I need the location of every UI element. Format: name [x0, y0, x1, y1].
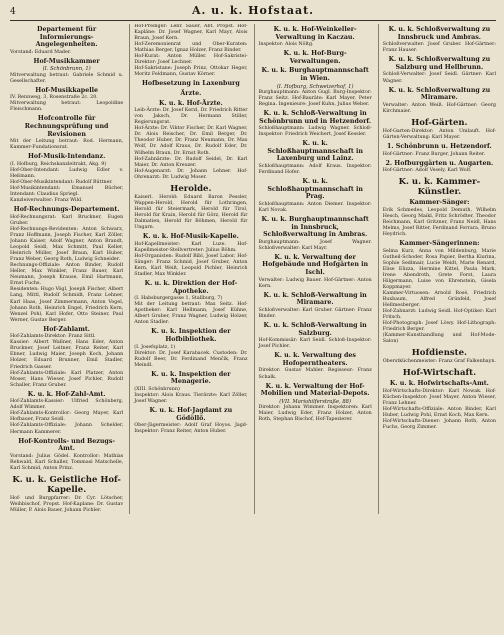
entry-text: Direktor: Johann Wimmer. Inspektoren: Karl Maier, Ludwig Eder, Franz Holzer, Anton Roth, Stephan Bischof, Hof-Tapezierer.	[258, 404, 372, 423]
section-heading: K. u. k. Hof-Burg-Verwaltungen.	[283, 50, 347, 65]
entry-text: IV. Rennweg, 3, Rosenstraße 2c. 20.	[10, 95, 98, 101]
entry-text: Hof-Zahlamts-Offiziale: Karl Platzer, Anton Moser, Hans Wieser, Josef Pichler, Rudolf Schaller, Franz Gruber.	[10, 370, 124, 388]
section-heading: K. u. k. Schloß-Verwaltung in Miramare.	[263, 291, 367, 307]
entry-text: Residenten: Hugo Vögl, Joseph Fischer, Albert Lang, Mittl, Rudolf Schmidt, Franz Lehner, Karl Haas, Josef Zimmermann, Anton Vogel, Johann Roth, Heinrich Engel, Friedrich Kern, Wenzel Pohl, Karl Hofer, Otto Steiner, Paul Werner, Gustav Berger.	[10, 287, 124, 323]
entry-text: Mitverwaltung betraut: Leopoldine Fleischmann.	[10, 101, 124, 113]
section-heading: K. u. k. Verwaltung der Hofgebäude und Hofgärten in Ischl.	[262, 253, 369, 277]
entry-text: Hof-Ober-Intendant: Ludwig Edler v. Heßmann.	[10, 167, 124, 180]
entry-text: Hof-Rechnungs-Revidenten: Anton Schwarz, Franz Hoffmann, Joseph Fischer, Karl Zöller, Johann Kaiser, Adolf Wagner, Anton Brandt, Leopold Seidl, Max Schmitt, Paul Keller, Heinrich Müller, Josef Braun, Karl Huber, Franz Weber, Georg Roth, Ludwig Schneider.	[10, 226, 124, 263]
entry-text: Schloßhauptmann: Anton Diemer. Inspektor: Karl Novak.	[258, 201, 372, 213]
section-heading: 1. Schönbrunn u. Hetzendorf.	[387, 142, 492, 150]
section-heading: (I. Schönbrunn, 1)	[42, 66, 91, 73]
column-4	[378, 24, 496, 514]
section-heading: K. u. k. Burghauptmannschaft in Wien.	[261, 67, 369, 83]
entry-text: (I. Habsburgergasse 1, Stallburg, 7)	[134, 296, 223, 302]
entry-text: (XIII. Schönbrunn)	[134, 386, 180, 392]
section-heading: K. u. k. Inspektion der Menagerie.	[151, 370, 231, 386]
entry-text: Hof-Wirtschafts-Offiziale: Anton Binder, Karl Huber, Ludwig Pohl, Ernst Koch, Max Kern.	[382, 407, 496, 419]
entry-text: Hof-Garten-Direktor: Anton Umlauft. Hof-Gärten-Verwaltung: Karl Mayer.	[382, 128, 496, 140]
entry-text: Mit der Leitung betraut: Max Seitz. Hof-Apotheker: Karl Hellmann, Josef Kühne, Albert Gruber, Franz Wagner, Ludwig Holzer, Anton Stadler.	[134, 302, 248, 326]
entry-text: Hof-Zahlamts-Direktor: Franz Sittl.	[10, 334, 96, 340]
section-heading: Hof-Musikkapelle	[35, 86, 98, 94]
columns	[10, 24, 496, 514]
section-heading: K. u. k. Hof-Zahl-Amt.	[27, 390, 106, 398]
section-heading: Hof-Rechnungs-Departement.	[13, 206, 120, 214]
section-heading: 2. Hofburggärten u. Augarten.	[385, 159, 494, 167]
entry-text: Hof-Organisten: Rudolf Bibl, Josef Labor. Hof-Sänger: Franz Schmid, Josef Gruber, Anton Kern, Karl Weiß, Leopold Pichler, Heinrich Stadler, Max Winkler.	[134, 253, 248, 277]
entry-text: Burghauptmann: Anton Gugl. Burg-Inspektor: Franz Seitz. Hof-Bauräte: Karl Mayer, Peter Regina. Ingenieure: Josef Kuhn, Julius Weber.	[258, 89, 372, 107]
section-heading: Hofdienste.	[411, 348, 467, 359]
section-heading: K. u. k. Inspektion der Hofbibliothek.	[151, 328, 231, 343]
entry-text: Schloßverwalter: Josef Gruber. Hof-Gärtner: Franz Hauser.	[382, 42, 496, 54]
entry-text: Hof-Zahlamts-Kontrollor: Georg Mayer, Karl Hofbauer, Franz Seidl.	[10, 411, 124, 423]
entry-text: Mitverwaltung betraut: Gabriele Schmid u. Gesellschafter.	[10, 72, 124, 84]
section-heading: K. u. k. Schloß-Verwaltung in Schönbrunn und in Hetzendorf.	[259, 109, 372, 125]
entry-text: Inspektor: Alois Kraus. Tierärzte: Karl Zöller, Josef Wagner.	[134, 392, 248, 404]
section-heading: K. u. k. Schloßverwaltung zu Salzburg und Hellbrunn.	[388, 56, 491, 71]
entry-text: Burghauptmann: Josef Wagner. Schloßverwalter: Karl Mayr.	[258, 239, 372, 251]
entry-text: Hof-Zahnärzte: Dr. Rudolf Seidel, Dr. Karl Maier, Dr. Anton Kreuzer.	[134, 156, 248, 168]
entry-text: Hof-Rechnungsrat: Karl Bruckner, Eugen Gruber.	[10, 214, 124, 226]
section-heading: K. u. k. Hof-Ärzte.	[159, 99, 223, 107]
entry-text: Hof-Gärtner: Adolf Vesely, Karl Wolf.	[382, 168, 472, 174]
entry-text: Schloß-Verwalter: Josef Seidl. Gärtner: Karl Wagner.	[382, 72, 496, 84]
section-heading: Departement für Informierungs-Angelegenheiten.	[35, 26, 98, 49]
section-heading: K. u. k. Schloßhauptmannschaft in Prag.	[267, 178, 363, 201]
entry-text: Kammer-Virtuosen: Arnold Rosé, Friedrich Buxbaum, Alfred Grünfeld, Josef Hellmesberger.	[382, 290, 496, 309]
section-heading: Hofbesetzung in Laxenburg	[141, 80, 240, 88]
entry-text: Direktor: Gustav Mahler. Regisseur: Franz Schalk.	[258, 368, 372, 380]
entry-text: Verwalter: Ludwig Bauer. Hof-Gärtner: Anton Kern.	[258, 277, 372, 289]
section-heading: Herolde.	[170, 183, 212, 194]
section-heading: Kammer-Sängerinnen:	[399, 240, 480, 248]
entry-text: Hof-Sakristane: Joseph Prinz, Ottokar Heger, Moritz Feldmann, Gustav Körner.	[134, 66, 248, 78]
page-number: 4	[10, 7, 16, 17]
column-3	[254, 24, 372, 514]
section-heading: Hof-Gärten.	[411, 117, 468, 128]
entry-text: Hof-Ober-Musikintendant: Rudolf Büttner.	[10, 180, 113, 186]
section-heading: K. u. k. Burghauptmannschaft in Innsbruck, Schloßverwaltung in Ambras.	[261, 215, 369, 239]
section-heading: K. u. k. Hof-Jagdamt zu Gödöllő.	[149, 407, 233, 422]
section-heading: (I. Hofburg, Schweizerhof, 1)	[276, 83, 354, 90]
entry-text: Hof-Kommissär: Karl Seidl. Schloß-Inspektor: Josef Pichler.	[258, 338, 372, 350]
entry-text: Hof-Gärtner: Franz Burger, Johann Reiter.	[382, 151, 486, 157]
entry-text: Ober-Jägermeister: Adolf Graf Hoyos. Jagd-Inspektor: Franz Reiter, Anton Huber.	[134, 423, 248, 435]
section-heading: K. u. k. Hof-Weinkeller-Verwaltung in Kaczau.	[273, 26, 357, 41]
entry-text: Direktor: Dr. Josef Karabacek. Custoden: Dr. Rudolf Beer, Dr. Ferdinand Menčík, Franz Meindl.	[134, 350, 248, 368]
entry-text: Hof-Augenarzt: Dr. Johann Lehner. Hof-Ohrenarzt: Dr. Ludwig Moser.	[134, 168, 248, 180]
section-heading: K. u. k. Direktion der Hof-Apotheke.	[144, 279, 238, 295]
section-heading: K. u. k. Hof-Musik-Kapelle.	[142, 233, 239, 241]
column-1	[10, 24, 123, 514]
section-heading: (VII. Mariahilferstraße, 88)	[279, 398, 351, 405]
section-heading: K. u. k. Verwaltung der Hof-Mobilien und Material-Depots.	[260, 382, 370, 398]
entry-text: Hof-Prediger: Lebr. Sauer, Abt. Propst. Hof-Kapläne: Dr. Josef Wagner, Karl Mayr, Alois Braun, Josef Kern.	[134, 24, 248, 42]
entry-text: Hof-Zahnarzt: Ludwig Seidl. Hof-Optiker: Karl Fritsch.	[382, 309, 496, 321]
entry-text: Hof-Musikintendant: Emanuel Bücher, Intendant: Claudius Spriegl.	[10, 186, 124, 198]
section-heading: K. u. k. Kammer-Künstler.	[398, 177, 481, 198]
entry-text: Schloßhauptmann: Adolf Kraus. Inspektor: Ferdinand Hofer.	[258, 164, 372, 176]
entry-text: (I. Josefsplatz, 1)	[134, 344, 176, 350]
section-heading: Hof-Kontrolls- und Bezugs-Amt.	[18, 437, 115, 453]
entry-text: Vorstand: Julius Gödel. Kontrollor: Mathias Rehwald, Karl Schaller, Tommasi Matschelle, Karl Schmid, Anton Prinz.	[10, 453, 124, 471]
entry-text: Schloßverwalter: Karl Gruber. Gärtner: Franz Binder.	[258, 307, 372, 319]
entry-text: Hof-Zahlamts-Offiziale: Johann Schelder, Hermann Kammerer.	[10, 423, 124, 435]
entry-text: Hof-Ärzte: Dr. Viktor Fischer, Dr. Karl Wagner, Dr. Alois Reischer, Dr. Emil Berger, Dr. Theodor Huber, Dr. Franz Neumann, Dr. Max Wolf, Dr. Adolf Kraus, Dr. Rudolf Eder, Dr. Wilhelm Braun, Dr. Ernst Roth.	[134, 126, 248, 156]
entry-text: Hof-Kapellmeister: Karl Luze. Hof-Kapellmeister-Stellvertreter: Julius Böhm.	[134, 241, 248, 253]
entry-text: Hof-Wirtschafts-Diener: Johann Roth, Anton Fuchs, Georg Zimmer.	[382, 419, 496, 431]
section-heading: K. u. k. Schloßverwaltung zu Miramare.	[388, 86, 491, 102]
entry-text: Selma Kurz, Anna von Mildenburg, Marie Gutheil-Schoder, Rosa Papier, Bertha Kiurina, Sophie Sedlmair, Lucie Weidt, Marie Renard, Elise Elizza, Hermine Kittel, Paula Mark, Irene Abendroth, Grete Forst, Laura Hilgermann, Luise von Ehrenstein, Gisela Koppmayer.	[382, 248, 496, 290]
section-heading: K. u. k. Schloßhauptmannschaft in Laxenburg und Lainz.	[267, 140, 363, 163]
section-heading: Hof-Zahlamt.	[43, 325, 90, 333]
entry-text: Kanzleiverwalter: Franz Wild.	[10, 198, 83, 204]
section-heading: K. u. k. Geistliche Hof-Kapelle.	[12, 474, 121, 495]
section-heading: Hof-Wirtschaft.	[402, 368, 477, 379]
entry-text: (I. Hofburg, Reichskanzleitrakt, Akg. 9)	[10, 161, 107, 167]
running-title: A. u. k. Hofstaat.	[191, 4, 315, 17]
entry-text: Verwalter: Anton Weiß. Hof-Gärtner: Georg Kirchmaier.	[382, 102, 496, 114]
entry-text: Hof-Kurat: Anton Müller. Hof-Sakristei-Direktor: Josef Lechner.	[134, 54, 248, 66]
section-heading: Ärzte.	[180, 90, 202, 98]
section-heading: K. u. k. Hofwirtschafts-Amt.	[389, 380, 489, 388]
section-heading: K. u. k. Schloßverwaltung zu Innsbruck und Ambras.	[388, 26, 491, 41]
entry-text: Hof-Wirtschafts-Direktor: Karl Nowak. Hof-Küchen-Inspektor: Josef Mayer, Anton Wieser, Franz Lehner.	[382, 389, 496, 407]
entry-text: Inspektor: Alois Nöltg.	[258, 42, 314, 48]
section-heading: Kammer-Sänger:	[409, 199, 470, 207]
entry-text: Mit der Leitung betraut: Rod. Hermann, Kammer-Fundationsrat.	[10, 139, 124, 151]
section-heading: Hof-Musik-Intendanz.	[27, 153, 106, 161]
entry-text: Leib-Ärzte: Dr. Josef Kerzl, Dr. Friedrich Ritter von Jaksch, Dr. Hermann Stiller, Regierungsrat.	[134, 108, 248, 126]
section-heading: K. u. k. Schloß-Verwaltung in Salzburg.	[263, 322, 367, 337]
entry-text: Oberstküchenmeister: Franz Graf Falkenhayn.	[382, 359, 496, 365]
entry-text: Rechnungs-Offiziale: Anton Binder, Rudolf Heller, Max Winkler, Franz Bauer, Karl Neumann, Joseph Krause, Emil Hartmann, Ernst Fuchs.	[10, 263, 124, 287]
section-heading: K. u. k. Verwaltung des Hofoperntheaters.	[274, 352, 356, 367]
entry-text: (Kammer-Kunsthandlung und Hof-Mode-Salon)	[382, 333, 496, 345]
entry-text: Kassier: Albert Wallner, Hans Eder, Anton Bruckner, Josef Leitner, Franz Reiter, Karl Ebner, Ludwig Maier, Joseph Koch, Johann Holzer, Eduard Brunner, Emil Stadler, Friedrich Gasser.	[10, 340, 124, 370]
entry-text: Hof-Zeremonienrat und Ober-Kuraten: Mathias Berger, Ignaz Holzer, Franz Binder.	[134, 42, 248, 54]
entry-text: Hof- und Burgpfarrer: Dr. Cyr. Lötscher, Weihbischof, Propst. Hof-Kaplane: Dr. Gustav Müller, P. Alois Bauer, Johann Pichler.	[10, 495, 124, 513]
entry-text: Erik Schmedes, Leopold Demuth, Wilhelm Hesch, Georg Maikl, Fritz Schrödter, Theodor Reichmann, Karl Gritzner, Franz Neidl, Hans Melms, Josef Ritter, Ferdinand Ferrara, Bruno Heydrich.	[382, 207, 496, 237]
page-header	[10, 4, 496, 21]
section-heading: Hofcontrolle für Rechnungsprüfung und Revisionen	[24, 115, 109, 138]
entry-text: Schloßhauptmann: Ludwig Wagner. Schloß-Inspektor: Friedrich Weichert, Josef Kessler.	[258, 126, 372, 138]
entry-text: Vorstand: Eduard Mader.	[10, 49, 72, 55]
entry-text: Hof-Zahlamts-Kassier: Ulfried Schönberg, Adolf Wimmer.	[10, 399, 124, 411]
entry-text: Kaiserl. Herold: Eduard Baron Pessler, Wappen-Herold, Herold für Lothringen, Herold für Steiermark, Herold für Tirol, Herold für Krain, Herold für Görz, Herold für Dalmatien, Herold für Böhmen, Herold für Ungarn.	[134, 194, 248, 230]
section-heading: Hof-Musikkammer	[33, 57, 100, 65]
column-2	[129, 24, 247, 514]
entry-text: Hof-Photograph: Josef Löwy. Hof-Lithograph: Friedrich Berger.	[382, 321, 496, 333]
